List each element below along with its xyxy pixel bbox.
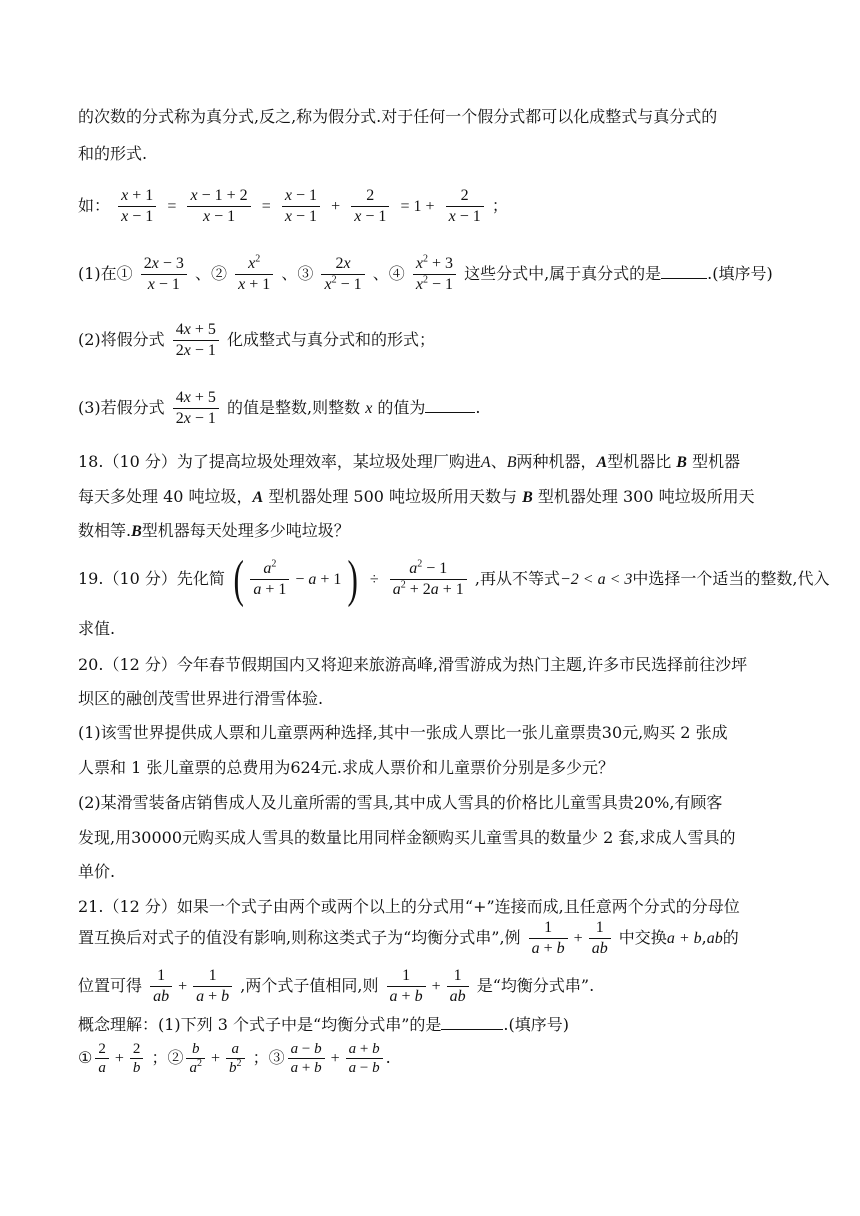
q19-inequality: −2 < a < 3 [559,571,633,588]
q20-line-1 [78,655,747,675]
q17-sep-2: 、 [281,264,298,283]
q17-choice-1-frac: $\frac{2x - 3}{x - 1}$ [141,254,187,295]
q17-p3-prefix: (3)若假分式 [78,398,165,417]
q17-choice-4-frac: $\frac{x^2 + 3}{x^2 - 1}$ [413,254,456,295]
q21-line-2: 置互换后对式子的值没有影响,则称这类式子为“均衡分式串”,例 $\frac{1}{a + b}$ + $\frac{1}{ab}$ 中交换a + b,ab的 [78,919,739,957]
q21-choice-1-frac-a: $\frac{2}{a}$ [95,1040,109,1077]
q21-choice-2-frac-a: $\frac{b}{a^2}$ [186,1040,205,1077]
q20-p2-line-2 [78,828,735,848]
q20-p2-line-3: 单价. [78,862,116,881]
example-end: ； [491,196,508,215]
example-frac-3: $\frac{x - 1}{x - 1}$ [282,186,320,227]
q18-line-3 [78,521,350,542]
q20-text: 元.求成人票价和儿童票价分别是多少元？ [320,758,614,777]
q17-p3-var: x [365,400,373,417]
q21-line-1 [78,897,740,917]
q18-text: 数相等. [78,521,132,540]
q17-choice-2-frac: $\frac{x^2}{x + 1}$ [235,254,273,295]
q21-text: 如果一个式子由两个或两个以上的分式用“+”连接而成,且任意两个分式的分母位 [176,897,740,916]
q18-text: 型机器处理 300 吨垃圾所用天 [537,487,755,506]
q20-line-2: 坝区的融创茂雪世界进行滑雪体验. [78,689,324,708]
q18-number: 18.（10 分） [78,452,177,471]
answer-blank[interactable] [425,398,475,413]
q18-text: 型机器比 [607,452,672,471]
q18-var-a: A [252,489,264,506]
q21-text: , [701,928,707,947]
q21-number: 21.（12 分） [78,897,177,916]
q20-p2-line-1 [78,793,722,813]
q20-text: 元,购买 2 张成 [622,723,728,742]
answer-blank[interactable] [661,264,707,279]
q21-text: 置互换后对式子的值没有影响,则称这类式子为“均衡分式串”,例 [78,928,521,947]
q20-text: (1)该雪世界提供成人票和儿童票两种选择,其中一张成人票比一张儿童票贵 [78,723,602,742]
example-formula: 如： $\frac{x + 1}{x - 1}$ = $\frac{x - 1 + 2}{x - 1}$ = $\frac{x - 1}{x - 1}$ + $\frac{2}{x - 1}$ = 1 + $\frac{2}{x - 1}$ ； [78,187,508,225]
q18-var-b: B [522,489,533,506]
q21-expr: a + b [666,930,702,947]
q21-choice-1-label: ① [78,1048,93,1067]
q17-p3-suffix: 的值为 [377,398,426,417]
example-prefix: 如： [78,196,111,215]
q20-p1-line-2 [78,758,614,778]
q21-choices: ① $\frac{2}{a}$ + $\frac{2}{b}$ ；② $\frac{b}{a^2}$ + $\frac{a}{b^2}$ ；③ $\frac{a - b}{a + b}$ + $\frac{a + b}{a - b}$ . [78,1041,391,1076]
q17-p3-end: . [475,398,481,417]
q18-text: 型机器 [692,452,741,471]
q17-choice-4-label: ④ [388,264,405,283]
q20-text: ,有顾客 [669,793,723,812]
q17-part-3 [78,386,481,431]
q17-part-2 [78,318,435,362]
q20-text: 今年春节假期国内又将迎来旅游高峰,滑雪游成为热门主题,许多市民选择前往沙坪 [176,655,748,674]
q19-text: 中选择一个适当的整数,代入 [632,569,830,588]
q17-p1-end: .(填序号) [707,264,773,283]
q21-frac-6: $\frac{1}{ab}$ [447,966,469,1007]
q19-number: 19.（10 分）先化简 [78,569,225,588]
q19-frac-2: $\frac{a^2 - 1}{a^2 + 2a + 1}$ [390,559,467,600]
q17-choice-2-label: ② [211,264,228,283]
q17-p1-suffix: 这些分式中,属于真分式的是 [464,264,662,283]
q21-choice-3-frac-a: $\frac{a - b}{a + b}$ [288,1040,325,1077]
q19-text: ,再从不等式 [474,569,560,588]
q20-text: 人票和 1 张儿童票的总费用为 [78,758,291,777]
q18-var-a: A [480,454,491,471]
q17-p3-mid: 的值是整数,则整数 [227,398,361,417]
q21-text: 中交换 [618,928,667,947]
q18-var-b: B [506,454,517,471]
q17-choice-3-label: ③ [297,264,314,283]
q17-sep-1: 、 [195,264,212,283]
q21-expr: ab [706,930,723,947]
q18-line-2 [78,487,755,508]
q21-text: .(填序号) [503,1015,569,1034]
q17-p2-suffix: 化成整式与真分式和的形式； [227,330,436,349]
q21-text: ,两个式子值相同,则 [240,976,379,995]
q21-frac-5: $\frac{1}{a + b}$ [387,966,426,1007]
q18-text: 两种机器， [516,452,597,471]
q21-text: 的 [722,928,739,947]
q17-choice-3-frac: $\frac{2x}{x^2 - 1}$ [321,254,364,295]
q20-number-value: 30 [601,723,623,742]
q20-number: 20.（12 分） [78,655,177,674]
q21-choice-1-frac-b: $\frac{2}{b}$ [130,1040,144,1077]
q17-p2-prefix: (2)将假分式 [78,330,165,349]
q18-var-b: B [676,454,687,471]
example-frac-5: $\frac{2}{x - 1}$ [446,186,484,227]
q20-text: (2)某滑雪装备店销售成人及儿童所需的雪具,其中成人雪具的价格比儿童雪具贵 [78,793,634,812]
example-frac-4: $\frac{2}{x - 1}$ [351,186,389,227]
q21-text: 位置可得 [78,976,143,995]
q18-text: 每天多处理 40 吨垃圾， [78,487,253,506]
q20-text: 元购买成人雪具的数量比用同样金额购买儿童雪具的数量少 2 套,求成人雪具的 [182,828,736,847]
q21-line-3: 位置可得 $\frac{1}{ab}$ + $\frac{1}{a + b}$ ,两个式子值相同,则 $\frac{1}{a + b}$ + $\frac{1}{ab}$ 是“均衡分式串”. [78,967,595,1005]
q20-text: 发现,用 [78,828,132,847]
q21-text: 是“均衡分式串”. [476,976,595,995]
q21-text: 概念理解：(1)下列 3 个式子中是“均衡分式串”的是 [78,1015,442,1034]
q21-choice-2-frac-b: $\frac{a}{b^2}$ [226,1040,245,1077]
q18-line-1 [78,452,740,473]
q19-line-2: 求值. [78,619,116,638]
q17-part-1 [78,252,773,296]
example-frac-1: $\frac{x + 1}{x - 1}$ [118,186,156,227]
intro-line-1: 的次数的分式称为真分式,反之,称为假分式.对于任何一个假分式都可以化成整式与真分式的 [78,107,718,126]
q17-p2-frac: $\frac{4x + 5}{2x - 1}$ [173,320,219,361]
q18-text: 型机器处理 500 吨垃圾所用天数与 [268,487,518,506]
q21-frac-4: $\frac{1}{a + b}$ [193,966,232,1007]
q18-var-a: A [596,454,608,471]
q21-frac-3: $\frac{1}{ab}$ [150,966,172,1007]
q18-text: 为了提高垃圾处理效率，某垃圾处理厂购进 [176,452,481,471]
q21-end: . [385,1048,391,1067]
q20-number-value: 30000 [131,828,182,847]
q20-p1-line-1 [78,723,728,743]
q21-frac-1: $\frac{1}{a + b}$ [529,918,568,959]
q17-sep-3: 、 [372,264,389,283]
q18-sep: 、 [490,452,507,471]
q19-line-1: 19.（10 分）先化简 ( $\frac{a^2}{a + 1}$ − a + 1 ) ÷ $\frac{a^2 - 1}{a^2 + 2a + 1}$ ,再从不等式−2 < a < 3中选择一个适当的整数,代入 [78,550,830,608]
example-frac-2: $\frac{x - 1 + 2}{x - 1}$ [187,186,250,227]
q21-choice-2-label: ；② [151,1048,184,1067]
q18-var-b: B [131,523,142,540]
q21-choice-3-frac-b: $\frac{a + b}{a - b}$ [346,1040,383,1077]
answer-blank[interactable] [441,1015,503,1030]
q18-text: 型机器每天处理多少吨垃圾？ [141,521,350,540]
q20-number-value: 624 [290,758,321,777]
q21-choice-3-label: ；③ [252,1048,285,1067]
q20-number-value: 20% [633,793,670,812]
q21-line-4 [78,1015,569,1035]
intro-line-2: 和的形式. [78,144,148,163]
q17-p1-prefix: (1)在① [78,264,133,283]
q21-frac-2: $\frac{1}{ab}$ [589,918,611,959]
q19-frac-1: $\frac{a^2}{a + 1}$ [250,559,289,600]
q17-p3-frac: $\frac{4x + 5}{2x - 1}$ [173,388,219,429]
